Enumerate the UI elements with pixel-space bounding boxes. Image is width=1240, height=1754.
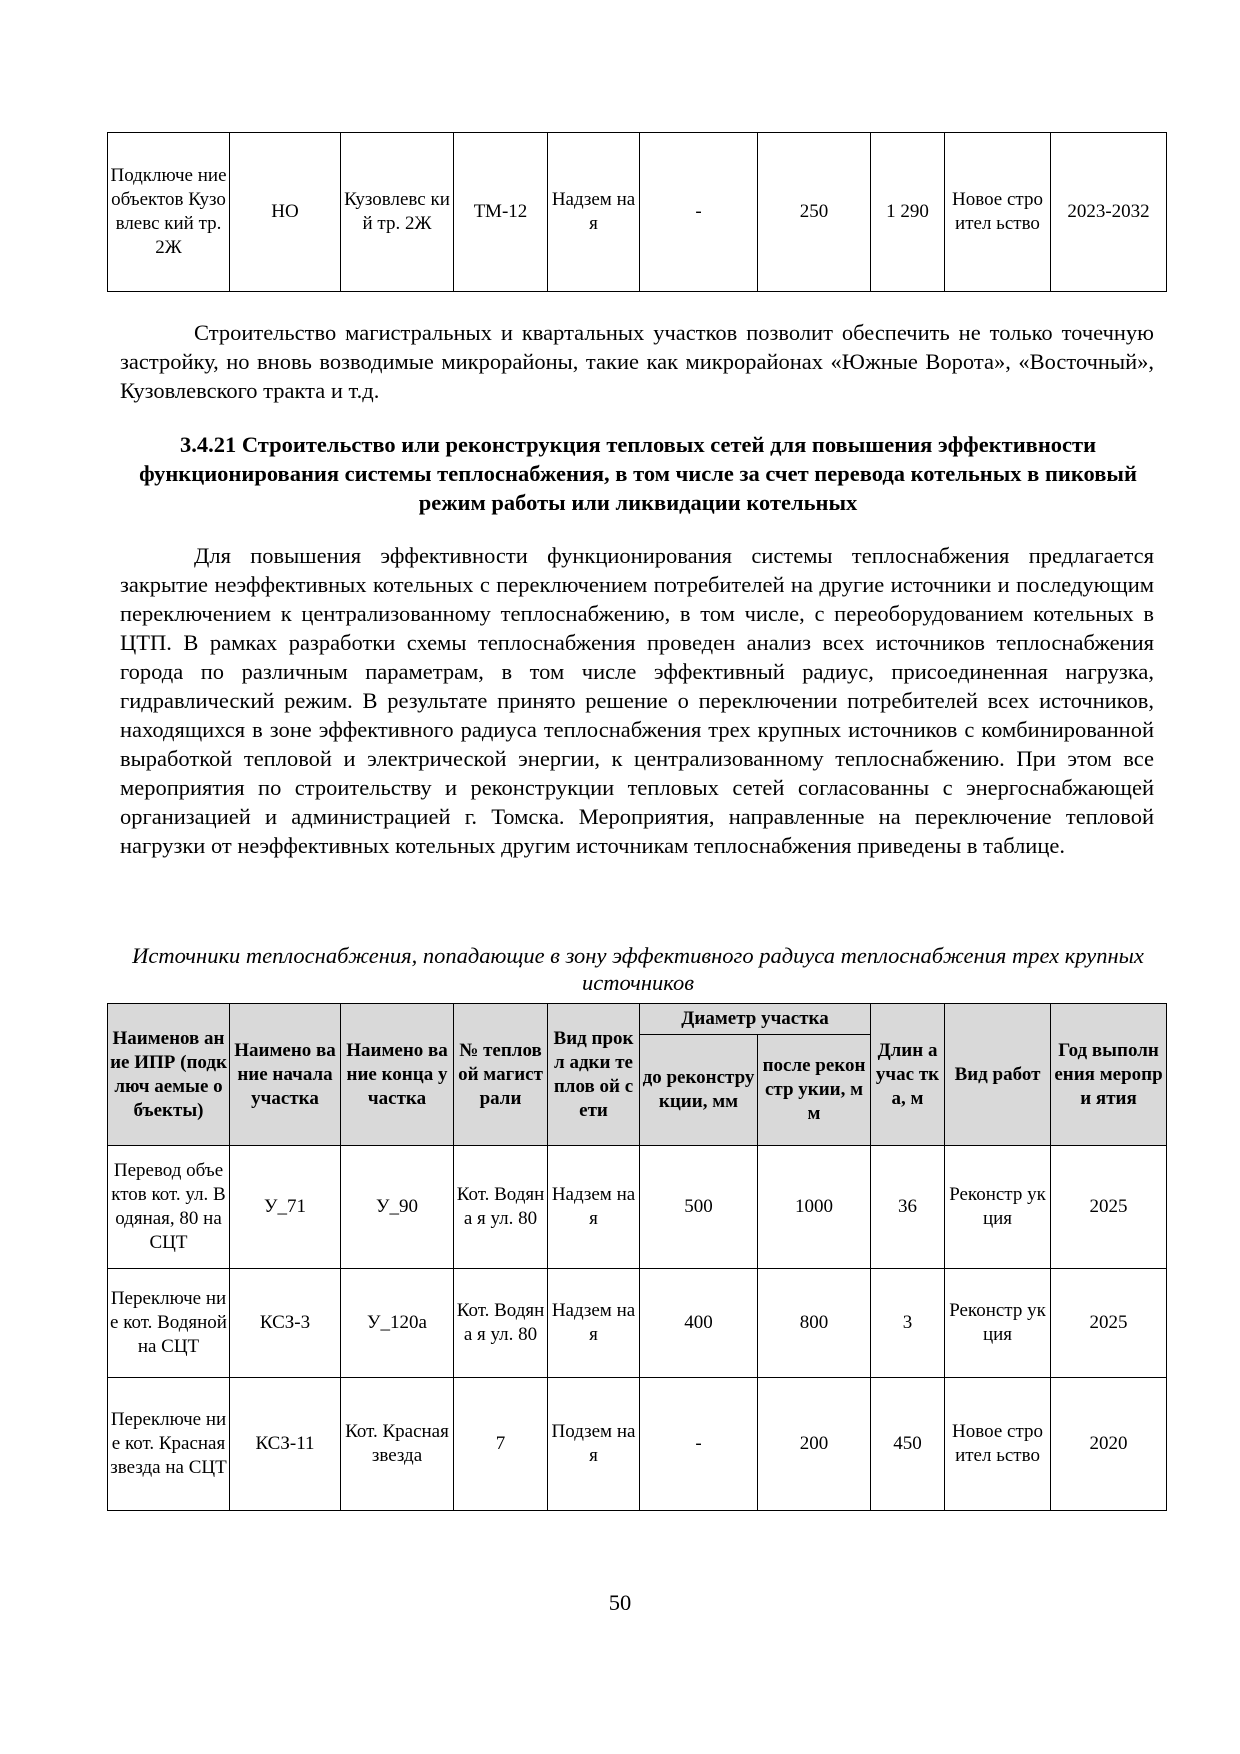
cell-diameter-before: - xyxy=(640,1378,758,1511)
header-diameter-before: до реконстру кции, мм xyxy=(640,1035,758,1146)
cell-diameter-after: 1000 xyxy=(758,1146,871,1269)
cell-work-type: Реконстр укция xyxy=(945,1146,1051,1269)
table-row xyxy=(108,1269,1167,1378)
cell-year: 2025 xyxy=(1051,1269,1167,1378)
cell-laying-type: Надзем ная xyxy=(548,133,640,292)
header-heat-main: № теплов ой магист рали xyxy=(454,1004,548,1146)
cell-length: 36 xyxy=(871,1146,945,1269)
header-section-end: Наимено вание конца участка xyxy=(341,1004,454,1146)
cell-object-name: Переключе ние кот. Красная звезда на СЦТ xyxy=(108,1378,230,1511)
cell-length: 3 xyxy=(871,1269,945,1378)
cell-object-name: Подключе ние объектов Кузовлевс кий тр. 2Ж xyxy=(108,133,230,292)
header-object-name: Наименов ание ИПР (подключ аемые объекты) xyxy=(108,1004,230,1146)
table-row xyxy=(108,133,1167,292)
cell-section-start: КСЗ-3 xyxy=(230,1269,341,1378)
cell-work-type: Новое строител ьство xyxy=(945,133,1051,292)
page-number: 50 xyxy=(608,1590,632,1615)
cell-section-start: КСЗ-11 xyxy=(230,1378,341,1511)
cell-length: 450 xyxy=(871,1378,945,1511)
cell-length: 1 290 xyxy=(871,133,945,292)
heat-sources-table xyxy=(107,1003,1167,1511)
cell-heat-main: 7 xyxy=(454,1378,548,1511)
cell-work-type: Новое строител ьство xyxy=(945,1378,1051,1511)
cell-laying-type: Надзем ная xyxy=(548,1146,640,1269)
cell-year: 2020 xyxy=(1051,1378,1167,1511)
paragraph-efficiency: Для повышения эффективности функционирования системы теплоснабжения предлагается закрытие неэффективных котельных с переключением потребителей на другие источники и последующим переключением к централизованному теплоснабжению, в том числе, с переоборудованием котельных в ЦТП. В рамках разработки схемы теплоснабжения проведен анализ всех источников теплоснабжения города по различным параметрам, в том числе эффективный радиус, присоединенная нагрузка, гидравлический режим. В результате принято решение о переключении потребителей всех источников, находящихся в зоне эффективного радиуса теплоснабжения трех крупных источников с комбинированной выработкой тепловой и электрической энергии, к централизованному теплоснабжению. При этом все мероприятия по строительству и реконструкции тепловых сетей согласованны с энергоснабжающей организацией и администрацией г. Томска. Мероприятия, направленные на переключение тепловой нагрузки от неэффективных котельных другим источникам теплоснабжения приведены в таблице. xyxy=(120,543,1154,858)
header-laying-type: Вид прокл адки теплов ой сети xyxy=(548,1004,640,1146)
cell-diameter-before: - xyxy=(640,133,758,292)
cell-diameter-after: 800 xyxy=(758,1269,871,1378)
cell-laying-type: Подзем ная xyxy=(548,1378,640,1511)
cell-object-name: Перевод объектов кот. ул. Водяная, 80 на СЦТ xyxy=(108,1146,230,1269)
cell-diameter-after: 250 xyxy=(758,133,871,292)
cell-year: 2025 xyxy=(1051,1146,1167,1269)
table-row xyxy=(108,1378,1167,1511)
cell-section-end: Кузовлевс кий тр. 2Ж xyxy=(341,133,454,292)
cell-heat-main: Кот. Водяна я ул. 80 xyxy=(454,1269,548,1378)
cell-laying-type: Надзем ная xyxy=(548,1269,640,1378)
section-heading: 3.4.21 Строительство или реконструкция тепловых сетей для повышения эффективности функционирования системы теплоснабжения, в том числе за счет перевода котельных в пиковый режим работы или ликвидации котельных xyxy=(139,432,1137,515)
cell-heat-main: ТМ-12 xyxy=(454,133,548,292)
header-length: Длин а учас тка, м xyxy=(871,1004,945,1146)
cell-section-end: У_90 xyxy=(341,1146,454,1269)
cell-diameter-after: 200 xyxy=(758,1378,871,1511)
table-row xyxy=(108,1146,1167,1269)
continuation-table xyxy=(107,132,1167,292)
cell-diameter-before: 400 xyxy=(640,1269,758,1378)
cell-year: 2023-2032 xyxy=(1051,133,1167,292)
header-section-start: Наимено вание начала участка xyxy=(230,1004,341,1146)
header-year: Год выполн ения меропри ятия xyxy=(1051,1004,1167,1146)
cell-object-name: Переключе ние кот. Водяной на СЦТ xyxy=(108,1269,230,1378)
cell-section-end: У_120а xyxy=(341,1269,454,1378)
cell-section-start: У_71 xyxy=(230,1146,341,1269)
cell-section-end: Кот. Красная звезда xyxy=(341,1378,454,1511)
header-diameter-after: после реконстр укии, мм xyxy=(758,1035,871,1146)
paragraph-construction: Строительство магистральных и квартальных участков позволит обеспечить не только точечную застройку, но вновь возводимые микрорайоны, такие как микрорайонах «Южные Ворота», «Восточный», Кузовлевского тракта и т.д. xyxy=(120,320,1154,403)
cell-heat-main: Кот. Водяна я ул. 80 xyxy=(454,1146,548,1269)
header-diameter: Диаметр участка xyxy=(640,1004,871,1035)
table-header-row xyxy=(108,1004,1167,1035)
header-work-type: Вид работ xyxy=(945,1004,1051,1146)
cell-section-start: НО xyxy=(230,133,341,292)
cell-work-type: Реконстр укция xyxy=(945,1269,1051,1378)
table-caption: Источники теплоснабжения, попадающие в зону эффективного радиуса теплоснабжения трех крупных источников xyxy=(132,943,1144,995)
cell-diameter-before: 500 xyxy=(640,1146,758,1269)
